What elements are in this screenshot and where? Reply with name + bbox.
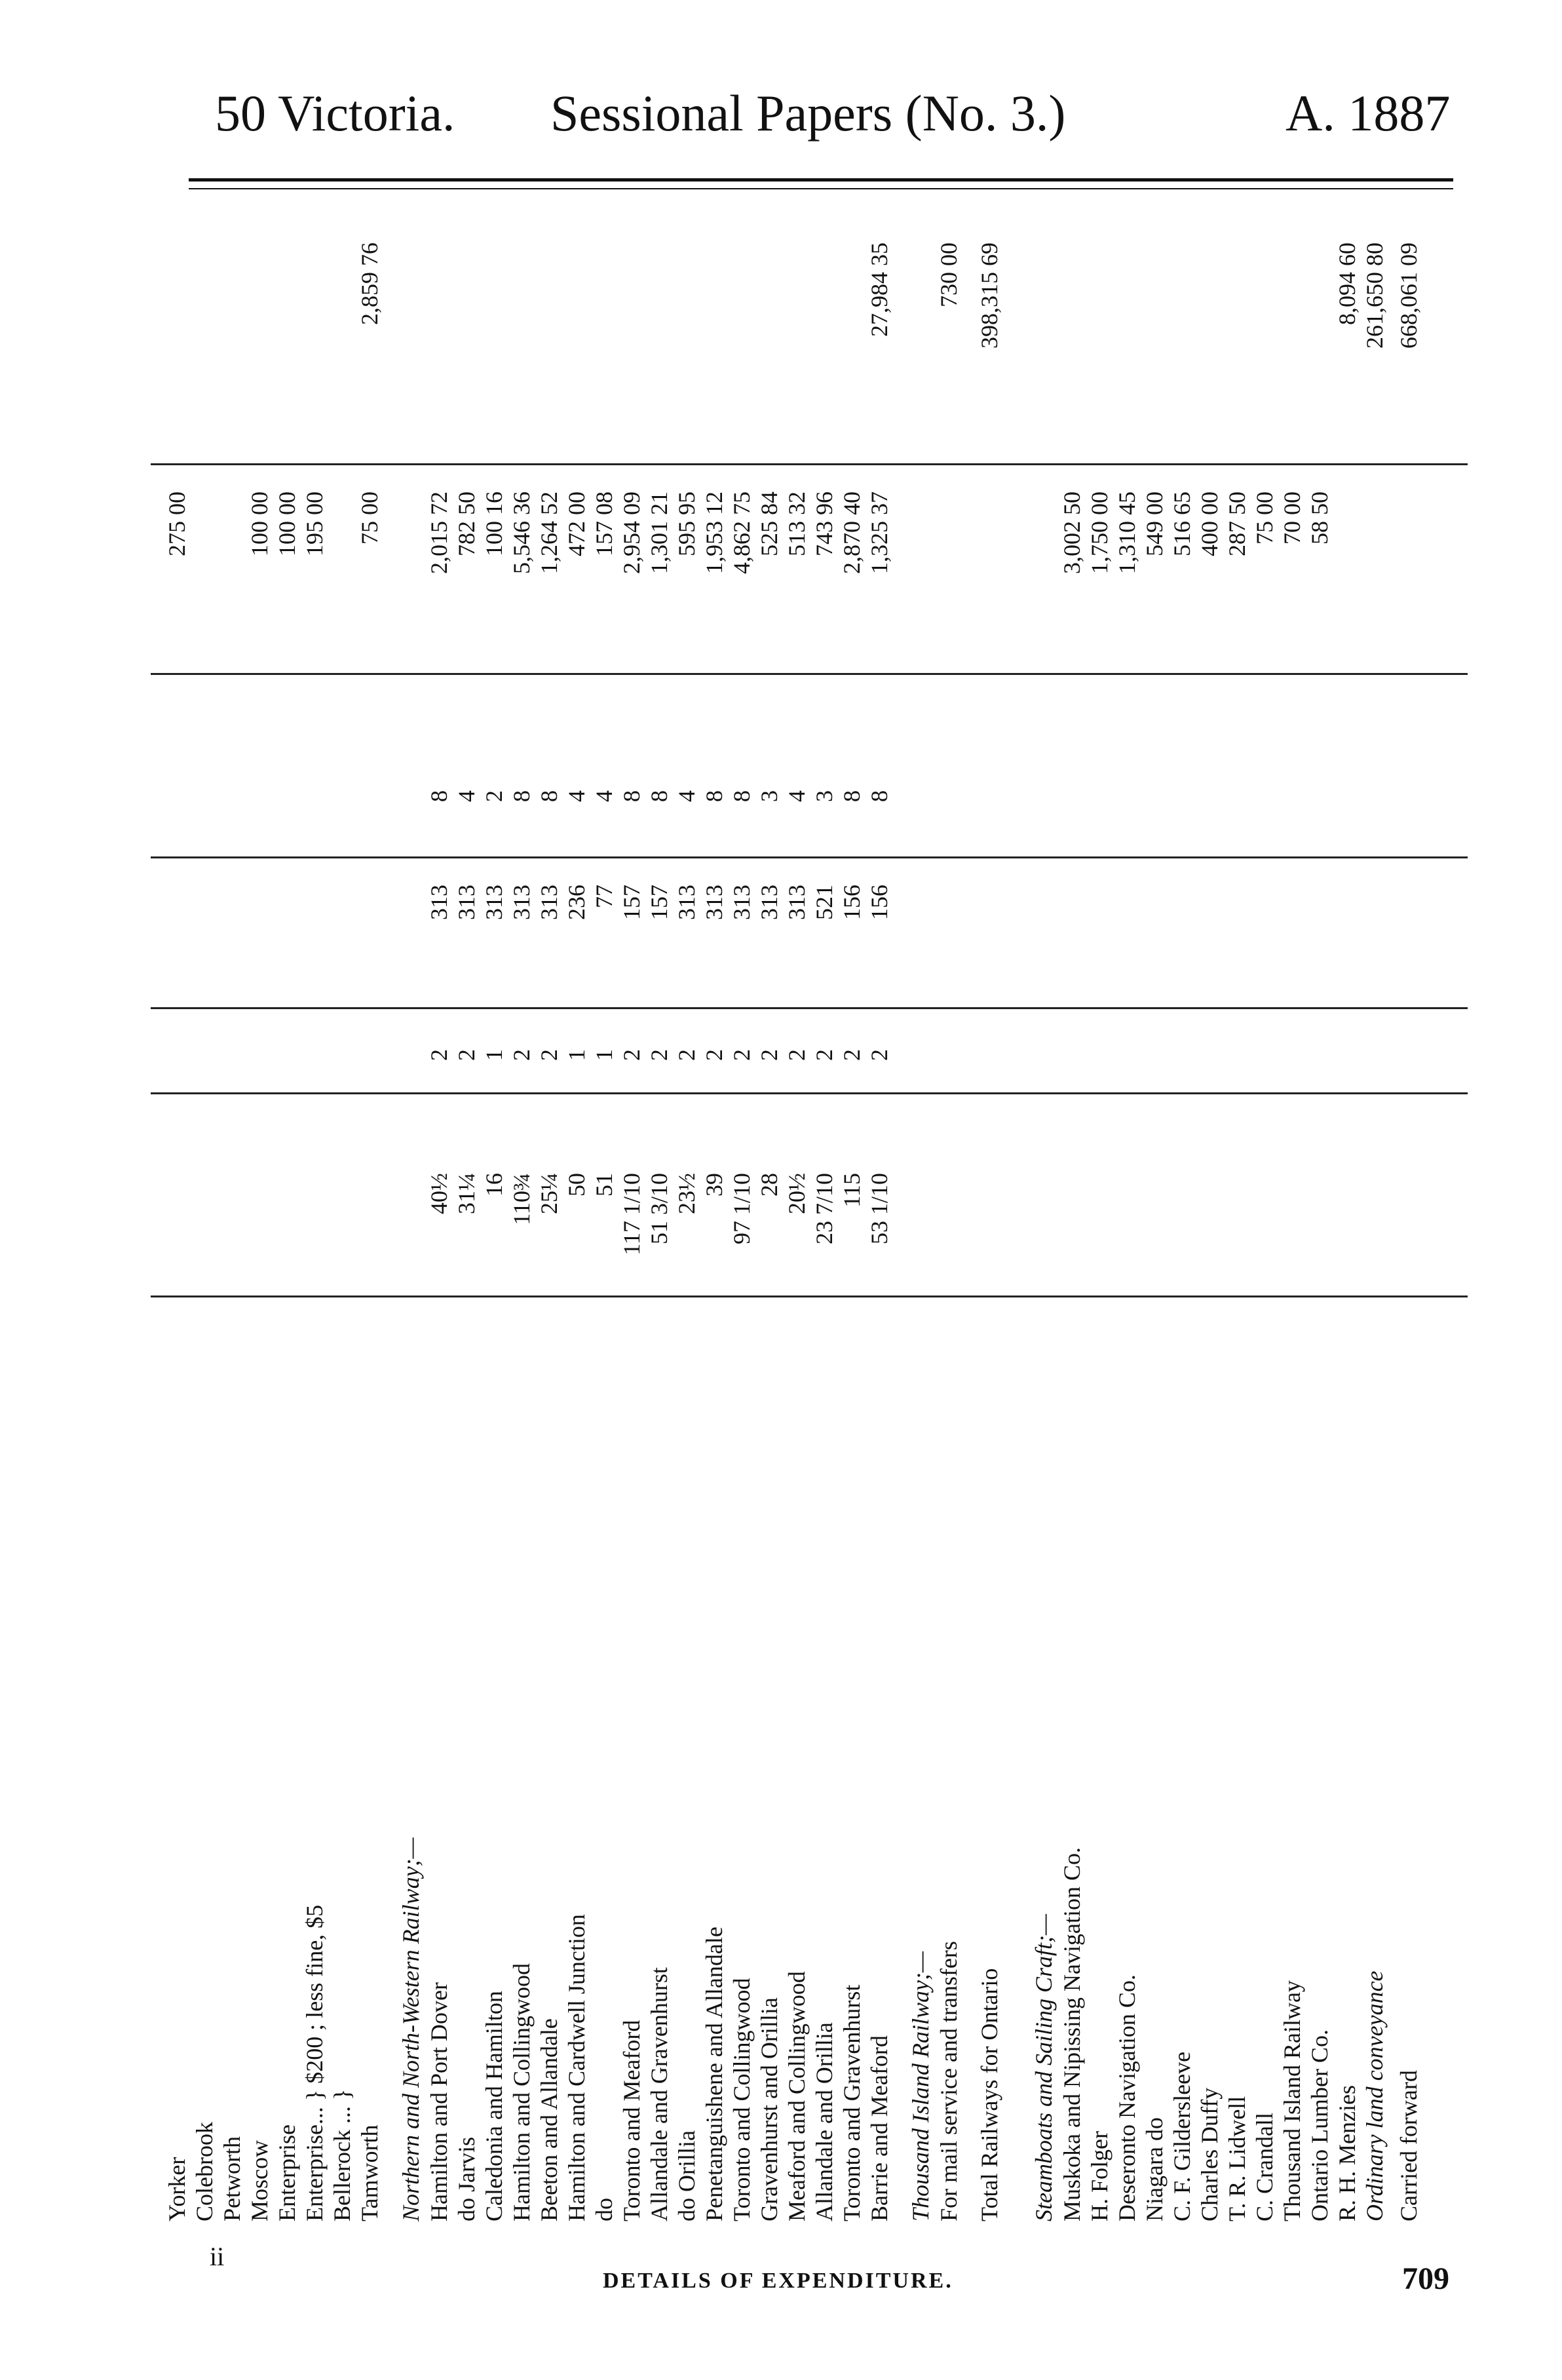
days-cell: 313 — [481, 885, 507, 920]
table-row — [481, 203, 507, 2221]
row-label: Caledonia and Hamilton — [481, 1991, 507, 2221]
miles-cell: 115 — [839, 1173, 865, 1208]
header-left: 50 Victoria. — [215, 85, 455, 142]
rate-cell: 4 — [563, 790, 590, 802]
trips-cell: 2 — [839, 1049, 865, 1061]
table-row — [536, 203, 562, 2221]
days-cell: 313 — [453, 885, 480, 920]
rate-cell: 4 — [453, 790, 480, 802]
amount-cell: 400 00 — [1196, 491, 1223, 556]
header-rule — [189, 178, 1453, 182]
days-cell: 157 — [646, 885, 672, 920]
row-label: Colebrook — [191, 2122, 218, 2221]
column-rule — [151, 1092, 1468, 1094]
table-row — [246, 203, 273, 2221]
rate-cell: 8 — [701, 790, 727, 802]
days-cell: 236 — [563, 885, 590, 920]
row-label: Penetanguishene and Allandale — [701, 1927, 727, 2221]
table-row — [756, 203, 782, 2221]
miles-cell: 23½ — [674, 1173, 700, 1214]
trips-cell: 2 — [811, 1049, 837, 1061]
miles-cell: 40½ — [426, 1173, 452, 1214]
row-label: Gravenhurst and Orillia — [756, 1997, 782, 2221]
amount-cell: 275 00 — [164, 491, 190, 556]
days-cell: 313 — [756, 885, 782, 920]
amount-cell: 782 50 — [453, 491, 480, 556]
amount-cell: 195 00 — [301, 491, 328, 556]
total-cell: 730 00 — [936, 242, 962, 307]
days-cell: 313 — [674, 885, 700, 920]
total-cell: 261,650 80 — [1362, 242, 1388, 349]
rate-cell: 8 — [866, 790, 892, 802]
table-row — [784, 203, 810, 2221]
table-row — [329, 203, 355, 2221]
row-label: Allandale and Gravenhurst — [646, 1967, 672, 2221]
row-label: For mail service and transfers — [936, 1941, 962, 2221]
amount-cell: 743 96 — [811, 491, 837, 556]
table-row — [426, 203, 452, 2221]
trips-cell: 2 — [646, 1049, 672, 1061]
section-title-steamboats: Steamboats and Sailing Craft;— — [1031, 1913, 1057, 2221]
amount-cell: 1,325 37 — [866, 491, 892, 574]
total-cell: 668,061 09 — [1396, 242, 1422, 349]
column-rule — [151, 856, 1468, 858]
row-label: Thousand Island Railway — [1279, 1980, 1305, 2221]
table-row — [1334, 203, 1360, 2221]
page-number: 709 — [1402, 2261, 1449, 2296]
row-label: Toronto and Gravenhurst — [839, 1984, 865, 2221]
rate-cell: 3 — [811, 790, 837, 802]
miles-cell: 28 — [756, 1173, 782, 1197]
rate-cell: 3 — [756, 790, 782, 802]
row-label: Allandale and Orillia — [811, 2022, 837, 2221]
amount-cell: 1,264 52 — [536, 491, 562, 574]
amount-cell: 75 00 — [356, 491, 383, 545]
miles-cell: 31¼ — [453, 1173, 480, 1214]
table-row — [839, 203, 865, 2221]
rate-cell: 8 — [426, 790, 452, 802]
amount-cell: 100 00 — [274, 491, 300, 556]
amount-cell: 516 65 — [1169, 491, 1195, 556]
row-label: Moscow — [246, 2140, 273, 2221]
miles-cell: 23 7/10 — [811, 1173, 837, 1245]
header-rule-thin — [189, 188, 1453, 189]
row-label: Toronto and Collingwood — [729, 1978, 755, 2221]
trips-cell: 2 — [674, 1049, 700, 1061]
row-label: Petworth — [219, 2136, 245, 2221]
miles-cell: 97 1/10 — [729, 1173, 755, 1245]
row-label: R. H. Menzies — [1334, 2085, 1360, 2221]
rate-cell: 4 — [674, 790, 700, 802]
rate-cell: 8 — [839, 790, 865, 802]
row-label: Hamilton and Cardwell Junction — [563, 1914, 590, 2221]
amount-cell: 287 50 — [1224, 491, 1250, 556]
table-row — [508, 203, 535, 2221]
trips-cell: 2 — [453, 1049, 480, 1061]
page-roman: ii — [210, 2242, 225, 2271]
table-row — [453, 203, 480, 2221]
trips-cell: 2 — [536, 1049, 562, 1061]
total-cell: 398,315 69 — [976, 242, 1002, 349]
total-cell: 2,859 76 — [356, 242, 383, 325]
miles-cell: 16 — [481, 1173, 507, 1197]
trips-cell: 2 — [756, 1049, 782, 1061]
trips-cell: 1 — [563, 1049, 590, 1061]
amount-cell: 525 84 — [756, 491, 782, 556]
amount-cell: 1,953 12 — [701, 491, 727, 574]
row-label: Barrie and Meaford — [866, 2035, 892, 2221]
amount-cell: 70 00 — [1279, 491, 1305, 545]
row-label: Charles Duffy — [1196, 2087, 1223, 2221]
rate-cell: 8 — [646, 790, 672, 802]
trips-cell: 2 — [729, 1049, 755, 1061]
rate-cell: 8 — [508, 790, 535, 802]
table-row — [866, 203, 892, 2221]
table-row — [811, 203, 837, 2221]
table-row — [1114, 203, 1140, 2221]
amount-cell: 2,870 40 — [839, 491, 865, 574]
table-row — [619, 203, 645, 2221]
days-cell: 157 — [619, 885, 645, 920]
amount-cell: 1,301 21 — [646, 491, 672, 574]
table-row — [1224, 203, 1250, 2221]
row-label: do Jarvis — [453, 2137, 480, 2221]
days-cell: 313 — [536, 885, 562, 920]
table-row — [1141, 203, 1168, 2221]
amount-cell: 157 08 — [591, 491, 617, 556]
amount-cell: 100 00 — [246, 491, 273, 556]
days-cell: 156 — [866, 885, 892, 920]
row-label: C. F. Gildersleeve — [1169, 2051, 1195, 2221]
total-cell: 8,094 60 — [1334, 242, 1360, 325]
amount-cell: 100 16 — [481, 491, 507, 556]
miles-cell: 51 — [591, 1173, 617, 1197]
table-row — [274, 203, 300, 2221]
days-cell: 313 — [784, 885, 810, 920]
carried-forward-row — [1396, 203, 1422, 2221]
column-rule — [151, 673, 1468, 675]
table-row — [356, 203, 383, 2221]
rate-cell: 2 — [481, 790, 507, 802]
column-rule — [151, 1296, 1468, 1297]
rate-cell: 8 — [619, 790, 645, 802]
days-cell: 313 — [426, 885, 452, 920]
table-row — [164, 203, 190, 2221]
row-label: Meaford and Collingwood — [784, 1971, 810, 2221]
trips-cell: 2 — [508, 1049, 535, 1061]
days-cell: 313 — [508, 885, 535, 920]
table-row — [1059, 203, 1085, 2221]
trips-cell: 1 — [481, 1049, 507, 1061]
table-row — [936, 203, 962, 2221]
table-row — [1362, 203, 1388, 2221]
miles-cell: 50 — [563, 1173, 590, 1197]
days-cell: 313 — [729, 885, 755, 920]
row-label: Ordinary land conveyance — [1362, 1970, 1388, 2221]
rate-cell: 4 — [591, 790, 617, 802]
miles-cell: 51 3/10 — [646, 1173, 672, 1245]
table-row — [591, 203, 617, 2221]
header-right: A. 1887 — [1286, 85, 1451, 142]
column-rule — [151, 463, 1468, 465]
table-row — [1306, 203, 1333, 2221]
days-cell: 313 — [701, 885, 727, 920]
miles-cell: 25¼ — [536, 1173, 562, 1214]
days-cell: 156 — [839, 885, 865, 920]
row-label: do Orillia — [674, 2130, 700, 2221]
row-label: Ontario Lumber Co. — [1306, 2029, 1333, 2221]
row-label: Muskoka and Nipissing Navigation Co. — [1059, 1847, 1085, 2221]
table-row — [219, 203, 245, 2221]
table-row — [563, 203, 590, 2221]
amount-cell: 2,015 72 — [426, 491, 452, 574]
row-label: Bellerock ... } — [329, 2088, 355, 2221]
amount-cell: 3,002 50 — [1059, 491, 1085, 574]
expenditure-table — [138, 203, 1474, 2221]
row-label: Niagara do — [1141, 2117, 1168, 2221]
days-cell: 77 — [591, 885, 617, 908]
row-label: Carried forward — [1396, 2070, 1422, 2221]
amount-cell: 75 00 — [1251, 491, 1278, 545]
row-label: H. Folger — [1086, 2131, 1113, 2221]
miles-cell: 110¾ — [508, 1173, 535, 1225]
total-cell: 27,984 35 — [866, 242, 892, 337]
row-label: Enterprise... } $200 ; less fine, $5 — [301, 1904, 328, 2221]
column-rule — [151, 1007, 1468, 1009]
section-footer: DETAILS OF EXPENDITURE. — [603, 2269, 953, 2293]
table-row — [1279, 203, 1305, 2221]
table-row — [1196, 203, 1223, 2221]
rate-cell: 8 — [729, 790, 755, 802]
row-label: Enterprise — [274, 2124, 300, 2221]
header-center: Sessional Papers (No. 3.) — [550, 85, 1066, 142]
row-label: Toronto and Meaford — [619, 2020, 645, 2221]
table-row — [729, 203, 755, 2221]
amount-cell: 595 95 — [674, 491, 700, 556]
days-cell: 521 — [811, 885, 837, 920]
table-row — [701, 203, 727, 2221]
row-label: Beeton and Allandale — [536, 2018, 562, 2221]
trips-cell: 2 — [426, 1049, 452, 1061]
amount-cell: 1,310 45 — [1114, 491, 1140, 574]
row-label: Tamworth — [356, 2124, 383, 2221]
amount-cell: 58 50 — [1306, 491, 1333, 545]
table-row — [1251, 203, 1278, 2221]
miles-cell: 20½ — [784, 1173, 810, 1214]
rate-cell: 8 — [536, 790, 562, 802]
miles-cell: 53 1/10 — [866, 1173, 892, 1245]
table-row — [301, 203, 328, 2221]
amount-cell: 2,954 09 — [619, 491, 645, 574]
trips-cell: 1 — [591, 1049, 617, 1061]
row-label: Deseronto Navigation Co. — [1114, 1974, 1140, 2221]
table-row — [191, 203, 218, 2221]
amount-cell: 5,546 36 — [508, 491, 535, 574]
section-title-northern: Northern and North-Western Railway;— — [398, 1837, 424, 2221]
table-row — [1086, 203, 1113, 2221]
amount-cell: 472 00 — [563, 491, 590, 556]
amount-cell: 1,750 00 — [1086, 491, 1113, 574]
rate-cell: 4 — [784, 790, 810, 802]
amount-cell: 4,862 75 — [729, 491, 755, 574]
trips-cell: 2 — [701, 1049, 727, 1061]
total-row — [976, 203, 1002, 2221]
row-label: Hamilton and Port Dover — [426, 1982, 452, 2221]
table-row — [1169, 203, 1195, 2221]
row-label: T. R. Lidwell — [1224, 2096, 1250, 2221]
trips-cell: 2 — [619, 1049, 645, 1061]
row-label: Yorker — [164, 2157, 190, 2221]
row-label: C. Crandall — [1251, 2113, 1278, 2221]
trips-cell: 2 — [784, 1049, 810, 1061]
row-label: do — [591, 2198, 617, 2221]
section-title-thousand-island: Thousand Island Railway;— — [907, 1951, 934, 2221]
table-row — [646, 203, 672, 2221]
table-row — [674, 203, 700, 2221]
miles-cell: 117 1/10 — [619, 1173, 645, 1256]
miles-cell: 39 — [701, 1173, 727, 1197]
trips-cell: 2 — [866, 1049, 892, 1061]
amount-cell: 513 32 — [784, 491, 810, 556]
amount-cell: 549 00 — [1141, 491, 1168, 556]
row-label: Total Railways for Ontario — [976, 1968, 1002, 2221]
row-label: Hamilton and Collingwood — [508, 1963, 535, 2221]
